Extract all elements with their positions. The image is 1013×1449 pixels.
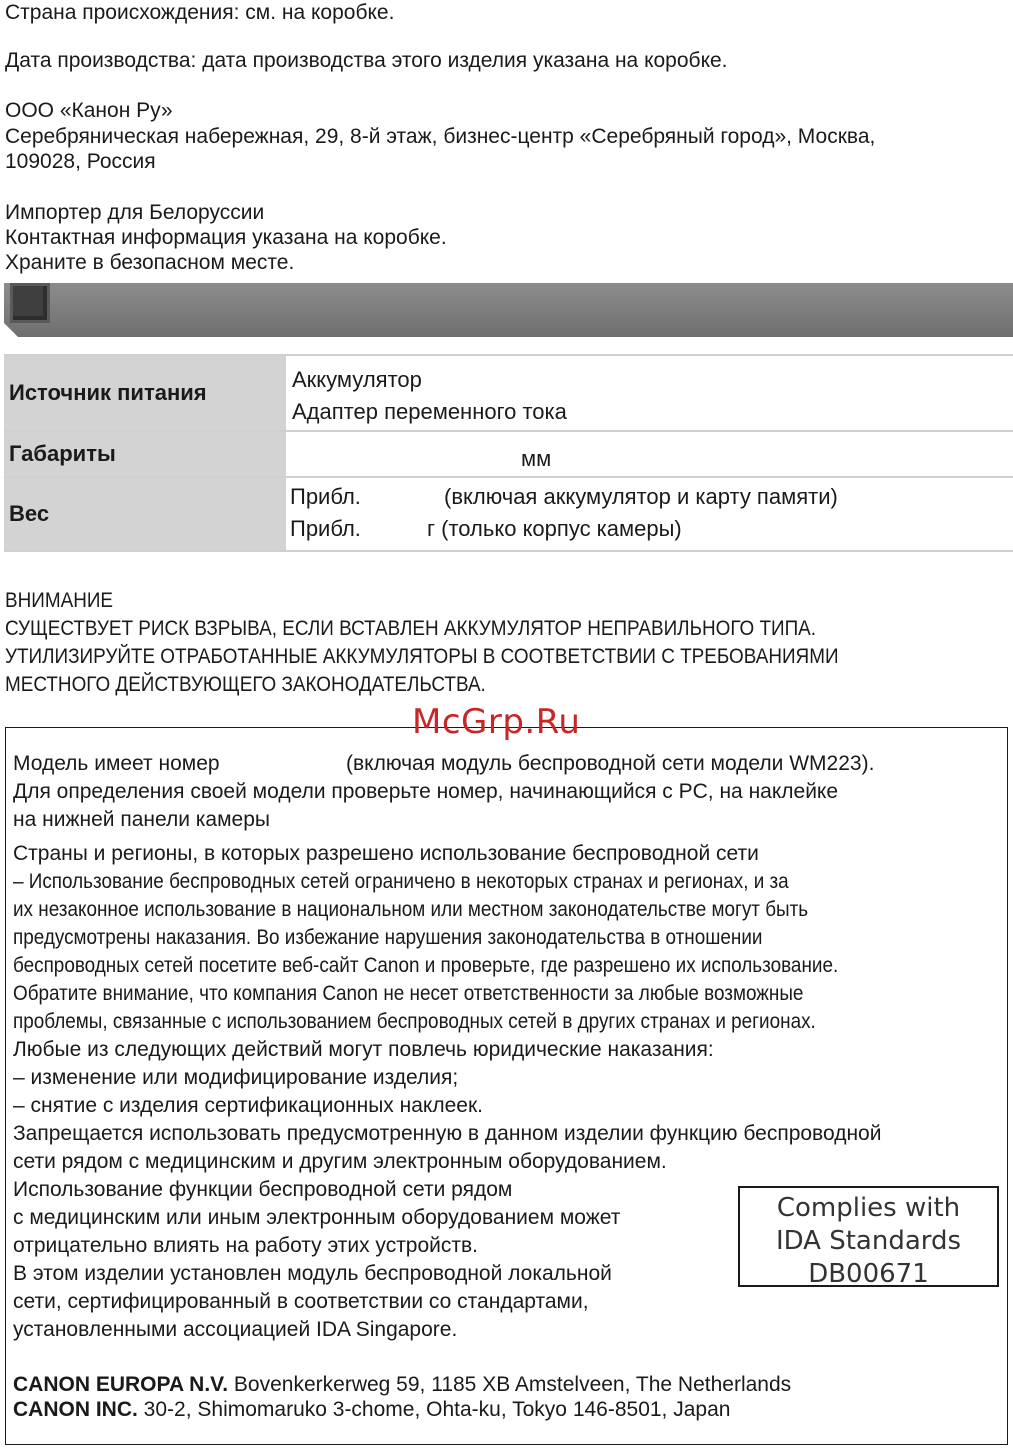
- penalties-line-4: Запрещается использовать предусмотренную в данном изделии функцию беспроводной: [13, 1122, 882, 1145]
- warning-line-2: УТИЛИЗИРУЙТЕ ОТРАБОТАННЫЕ АККУМУЛЯТОРЫ В СООТВЕТСТВИИ С ТРЕБОВАНИЯМИ: [5, 645, 839, 668]
- model-line-1: [13, 751, 875, 777]
- penalties-line-3: – снятие с изделия сертификационных наклеек.: [13, 1094, 483, 1117]
- dimensions-unit: мм: [521, 446, 552, 471]
- penalties-line-2: – изменение или модифицирование изделия;: [13, 1066, 459, 1089]
- canon-europa-line: [13, 1372, 791, 1398]
- section-header-notch: [4, 323, 18, 337]
- regions-line-2: их незаконное использование в национальном или местном законодательстве могут быть: [13, 898, 809, 921]
- weight-line1-prefix: Прибл.: [290, 484, 361, 509]
- ida-line-3: DB00671: [808, 1259, 929, 1289]
- regions-line-6: проблемы, связанные с использованием беспроводных сетей в других странах и регионах.: [13, 1010, 816, 1033]
- warning-line-3: МЕСТНОГО ДЕЙСТВУЮЩЕГО ЗАКОНОДАТЕЛЬСТВА.: [5, 673, 486, 696]
- spec-value-dimensions: [286, 432, 1013, 476]
- model-line-2: Для определения своей модели проверьте номер, начинающийся с PC, на наклейке: [13, 780, 839, 803]
- company-name: ООО «Канон Ру»: [5, 99, 173, 122]
- spec-table: [4, 354, 1013, 552]
- production-date: Дата производства: дата производства этого изделия указана на коробке.: [5, 49, 728, 72]
- section-marker-inner: [13, 286, 47, 320]
- power-battery: Аккумулятор: [292, 367, 422, 392]
- spec-value-weight: [286, 478, 1013, 550]
- canon-inc-name: CANON INC.: [13, 1398, 138, 1421]
- power-adapter: Адаптер переменного тока: [292, 399, 567, 424]
- penalties-line-5: сети рядом с медицинским и другим электронным оборудованием.: [13, 1150, 667, 1173]
- storage-note: Храните в безопасном месте.: [5, 251, 295, 274]
- canon-europa-name: CANON EUROPA N.V.: [13, 1373, 229, 1396]
- ida-line-2: IDA Standards: [775, 1226, 962, 1256]
- spec-row-weight: [4, 478, 1013, 552]
- penalties-line-7: с медицинским или иным электронным оборудованием может: [13, 1206, 621, 1229]
- spec-label-dimensions: Габариты: [4, 432, 286, 476]
- spec-value-power: [286, 356, 1013, 430]
- weight-line2-suffix: г (только корпус камеры): [427, 516, 682, 541]
- importer-contact: Контактная информация указана на коробке.: [5, 226, 447, 249]
- weight-line1-suffix: (включая аккумулятор и карту памяти): [444, 484, 838, 509]
- penalties-line-1: Любые из следующих действий могут повлечь юридические наказания:: [13, 1038, 714, 1061]
- country-of-origin: Страна происхождения: см. на коробке.: [5, 1, 395, 24]
- regions-line-1: – Использование беспроводных сетей ограничено в некоторых странах и регионах, и за: [13, 870, 789, 893]
- spec-row-power: [4, 356, 1013, 432]
- penalties-line-6: Использование функции беспроводной сети рядом: [13, 1178, 513, 1201]
- section-header-fill: [4, 283, 1013, 337]
- model-line-3: на нижней панели камеры: [13, 808, 270, 831]
- row-divider: [4, 550, 1013, 552]
- section-header-bar: [4, 283, 1013, 337]
- regions-line-5: Обратите внимание, что компания Canon не несет ответственности за любые возможные: [13, 982, 804, 1005]
- company-address: Серебряническая набережная, 29, 8-й этаж, бизнес-центр «Серебряный город», Москва,: [5, 125, 876, 148]
- canon-inc-line: [13, 1397, 730, 1423]
- weight-line2-prefix: Прибл.: [290, 516, 361, 541]
- penalties-line-10: сети, сертифицированный в соответствии со стандартами,: [13, 1290, 589, 1313]
- ida-compliance-label: [738, 1186, 999, 1287]
- watermark-logo: McGrp.Ru: [412, 702, 581, 742]
- regions-title: Страны и регионы, в которых разрешено использование беспроводной сети: [13, 842, 759, 865]
- ida-line-1: Complies with: [776, 1193, 961, 1223]
- warning-line-1: СУЩЕСТВУЕТ РИСК ВЗРЫВА, ЕСЛИ ВСТАВЛЕН АККУМУЛЯТОР НЕПРАВИЛЬНОГО ТИПА.: [5, 617, 817, 640]
- penalties-line-11: установленными ассоциацией IDA Singapore.: [13, 1318, 458, 1341]
- regions-line-4: беспроводных сетей посетите веб-сайт Canon и проверьте, где разрешено их использование.: [13, 954, 839, 977]
- canon-europa-address: Bovenkerkerweg 59, 1185 XB Amstelveen, The Netherlands: [228, 1373, 792, 1396]
- regions-line-3: предусмотрены наказания. Во избежание нарушения законодательства в отношении: [13, 926, 763, 949]
- section-marker-icon: [10, 283, 50, 323]
- importer-title: Импортер для Белоруссии: [5, 201, 265, 224]
- spec-row-dimensions: [4, 432, 1013, 478]
- model-prefix: Модель имеет номер: [13, 752, 220, 775]
- penalties-line-8: отрицательно влиять на работу этих устройств.: [13, 1234, 479, 1257]
- spec-label-power: Источник питания: [4, 356, 286, 430]
- warning-title: ВНИМАНИЕ: [5, 589, 114, 612]
- model-suffix: (включая модуль беспроводной сети модели WM223).: [346, 752, 875, 775]
- canon-inc-address: 30-2, Shimomaruko 3-chome, Ohta-ku, Tokyo 146-8501, Japan: [137, 1398, 731, 1421]
- penalties-line-9: В этом изделии установлен модуль беспроводной локальной: [13, 1262, 612, 1285]
- company-postcode: 109028, Россия: [5, 150, 156, 173]
- spec-label-weight: Вес: [4, 478, 286, 550]
